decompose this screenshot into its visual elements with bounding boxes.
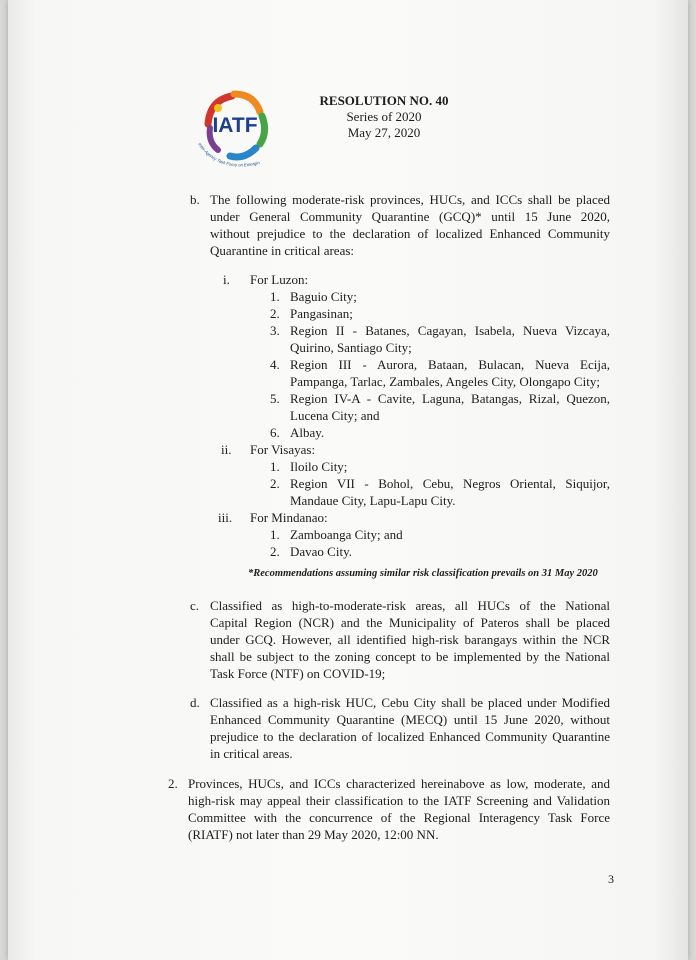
item-d-line: Classified as a high-risk HUC, Cebu City shall be placed under Modified [210,695,610,710]
item-b-line: under General Community Quarantine (GCQ)* until 15 June 2020, [210,209,610,224]
logo-text: IATF [212,114,258,137]
document-page [8,0,688,960]
mindanao-item: Davao City. [290,544,352,559]
iatf-logo-graphic [188,82,280,174]
sub-ii-heading: For Visayas: [250,442,316,457]
item-b-marker: b. [190,192,200,207]
item-d-marker: d. [190,695,200,710]
luzon-item: Region II - Batanes, Cagayan, Isabela, Nueva Vizcaya, [290,323,610,338]
sub-iii-marker: iii. [218,510,233,525]
logo-ring-text: Inter-Agency Task Force on Emergin [197,141,261,168]
luzon-item: Pampanga, Tarlac, Zambales, Angeles City, Olongapo City; [290,374,600,389]
resolution-date: May 27, 2020 [347,125,421,140]
luzon-item-num: 3. [270,323,280,338]
luzon-item-num: 1. [270,289,280,304]
sub-iii-heading: For Mindanao: [250,510,328,525]
sub-ii-marker: ii. [221,442,232,457]
item-2-line: Provinces, HUCs, and ICCs characterized hereinabove as low, moderate, and [188,776,610,791]
sub-i-heading: For Luzon: [250,272,309,287]
item-2-line: high-risk may appeal their classification to the IATF Screening and Validation [188,793,610,808]
item-c-line: under GCQ. However, all identified high-risk barangays within the NCR [210,632,610,647]
item-c-line: Capital Region (NCR) and the Municipality of Pateros shall be placed [210,615,610,630]
visayas-item-num: 1. [270,459,280,474]
luzon-item: Region IV-A - Cavite, Laguna, Batangas, Rizal, Quezon, [290,391,610,406]
item-b-line: Quarantine in critical areas: [210,243,355,258]
sub-i-marker: i. [223,272,230,287]
visayas-item: Region VII - Bohol, Cebu, Negros Oriental, Siquijor, [290,476,610,491]
visayas-item-num: 2. [270,476,280,491]
luzon-item: Pangasinan; [290,306,353,321]
iatf-logo [188,82,280,174]
item-2-marker: 2. [168,776,178,791]
luzon-item: Region III - Aurora, Bataan, Bulacan, Nueva Ecija, [290,357,610,372]
item-d-line: Enhanced Community Quarantine (MECQ) until 15 June 2020, without [210,712,610,727]
item-2-line: Committee with the concurrence of the Regional Interagency Task Force [188,810,610,825]
item-c-line: Classified as high-to-moderate-risk areas, all HUCs of the National [210,598,610,613]
luzon-item-num: 2. [270,306,280,321]
luzon-item: Baguio City; [290,289,357,304]
item-d-line: in critical areas. [210,746,293,761]
visayas-item: Mandaue City, Lapu-Lapu City. [290,493,456,508]
item-c-marker: c. [190,598,200,613]
item-d-line: prejudice to the declaration of localized Enhanced Community Quarantine [210,729,610,744]
footnote: *Recommendations assuming similar risk classification prevails on 31 May 2020 [248,568,598,579]
mindanao-item: Zamboanga City; and [290,527,403,542]
item-b-line: without prejudice to the declaration of localized Enhanced Community [210,226,610,241]
luzon-item: Lucena City; and [290,408,380,423]
luzon-item-num: 6. [270,425,280,440]
luzon-item: Albay. [290,425,325,440]
resolution-number: RESOLUTION NO. 40 [319,93,449,108]
item-c-line: Task Force (NTF) on COVID-19; [210,666,386,681]
item-c-line: shall be subject to the zoning concept to be implemented by the National [210,649,610,664]
mindanao-item-num: 1. [270,527,280,542]
resolution-series: Series of 2020 [346,109,422,124]
luzon-item-num: 4. [270,357,280,372]
luzon-item: Quirino, Santiago City; [290,340,412,355]
luzon-item-num: 5. [270,391,280,406]
mindanao-item-num: 2. [270,544,280,559]
item-b-line: The following moderate-risk provinces, HUCs, and ICCs shall be placed [210,192,610,207]
item-2-line: (RIATF) not later than 29 May 2020, 12:00 NN. [188,827,439,842]
page-number: 3 [608,872,614,886]
visayas-item: Iloilo City; [290,459,348,474]
